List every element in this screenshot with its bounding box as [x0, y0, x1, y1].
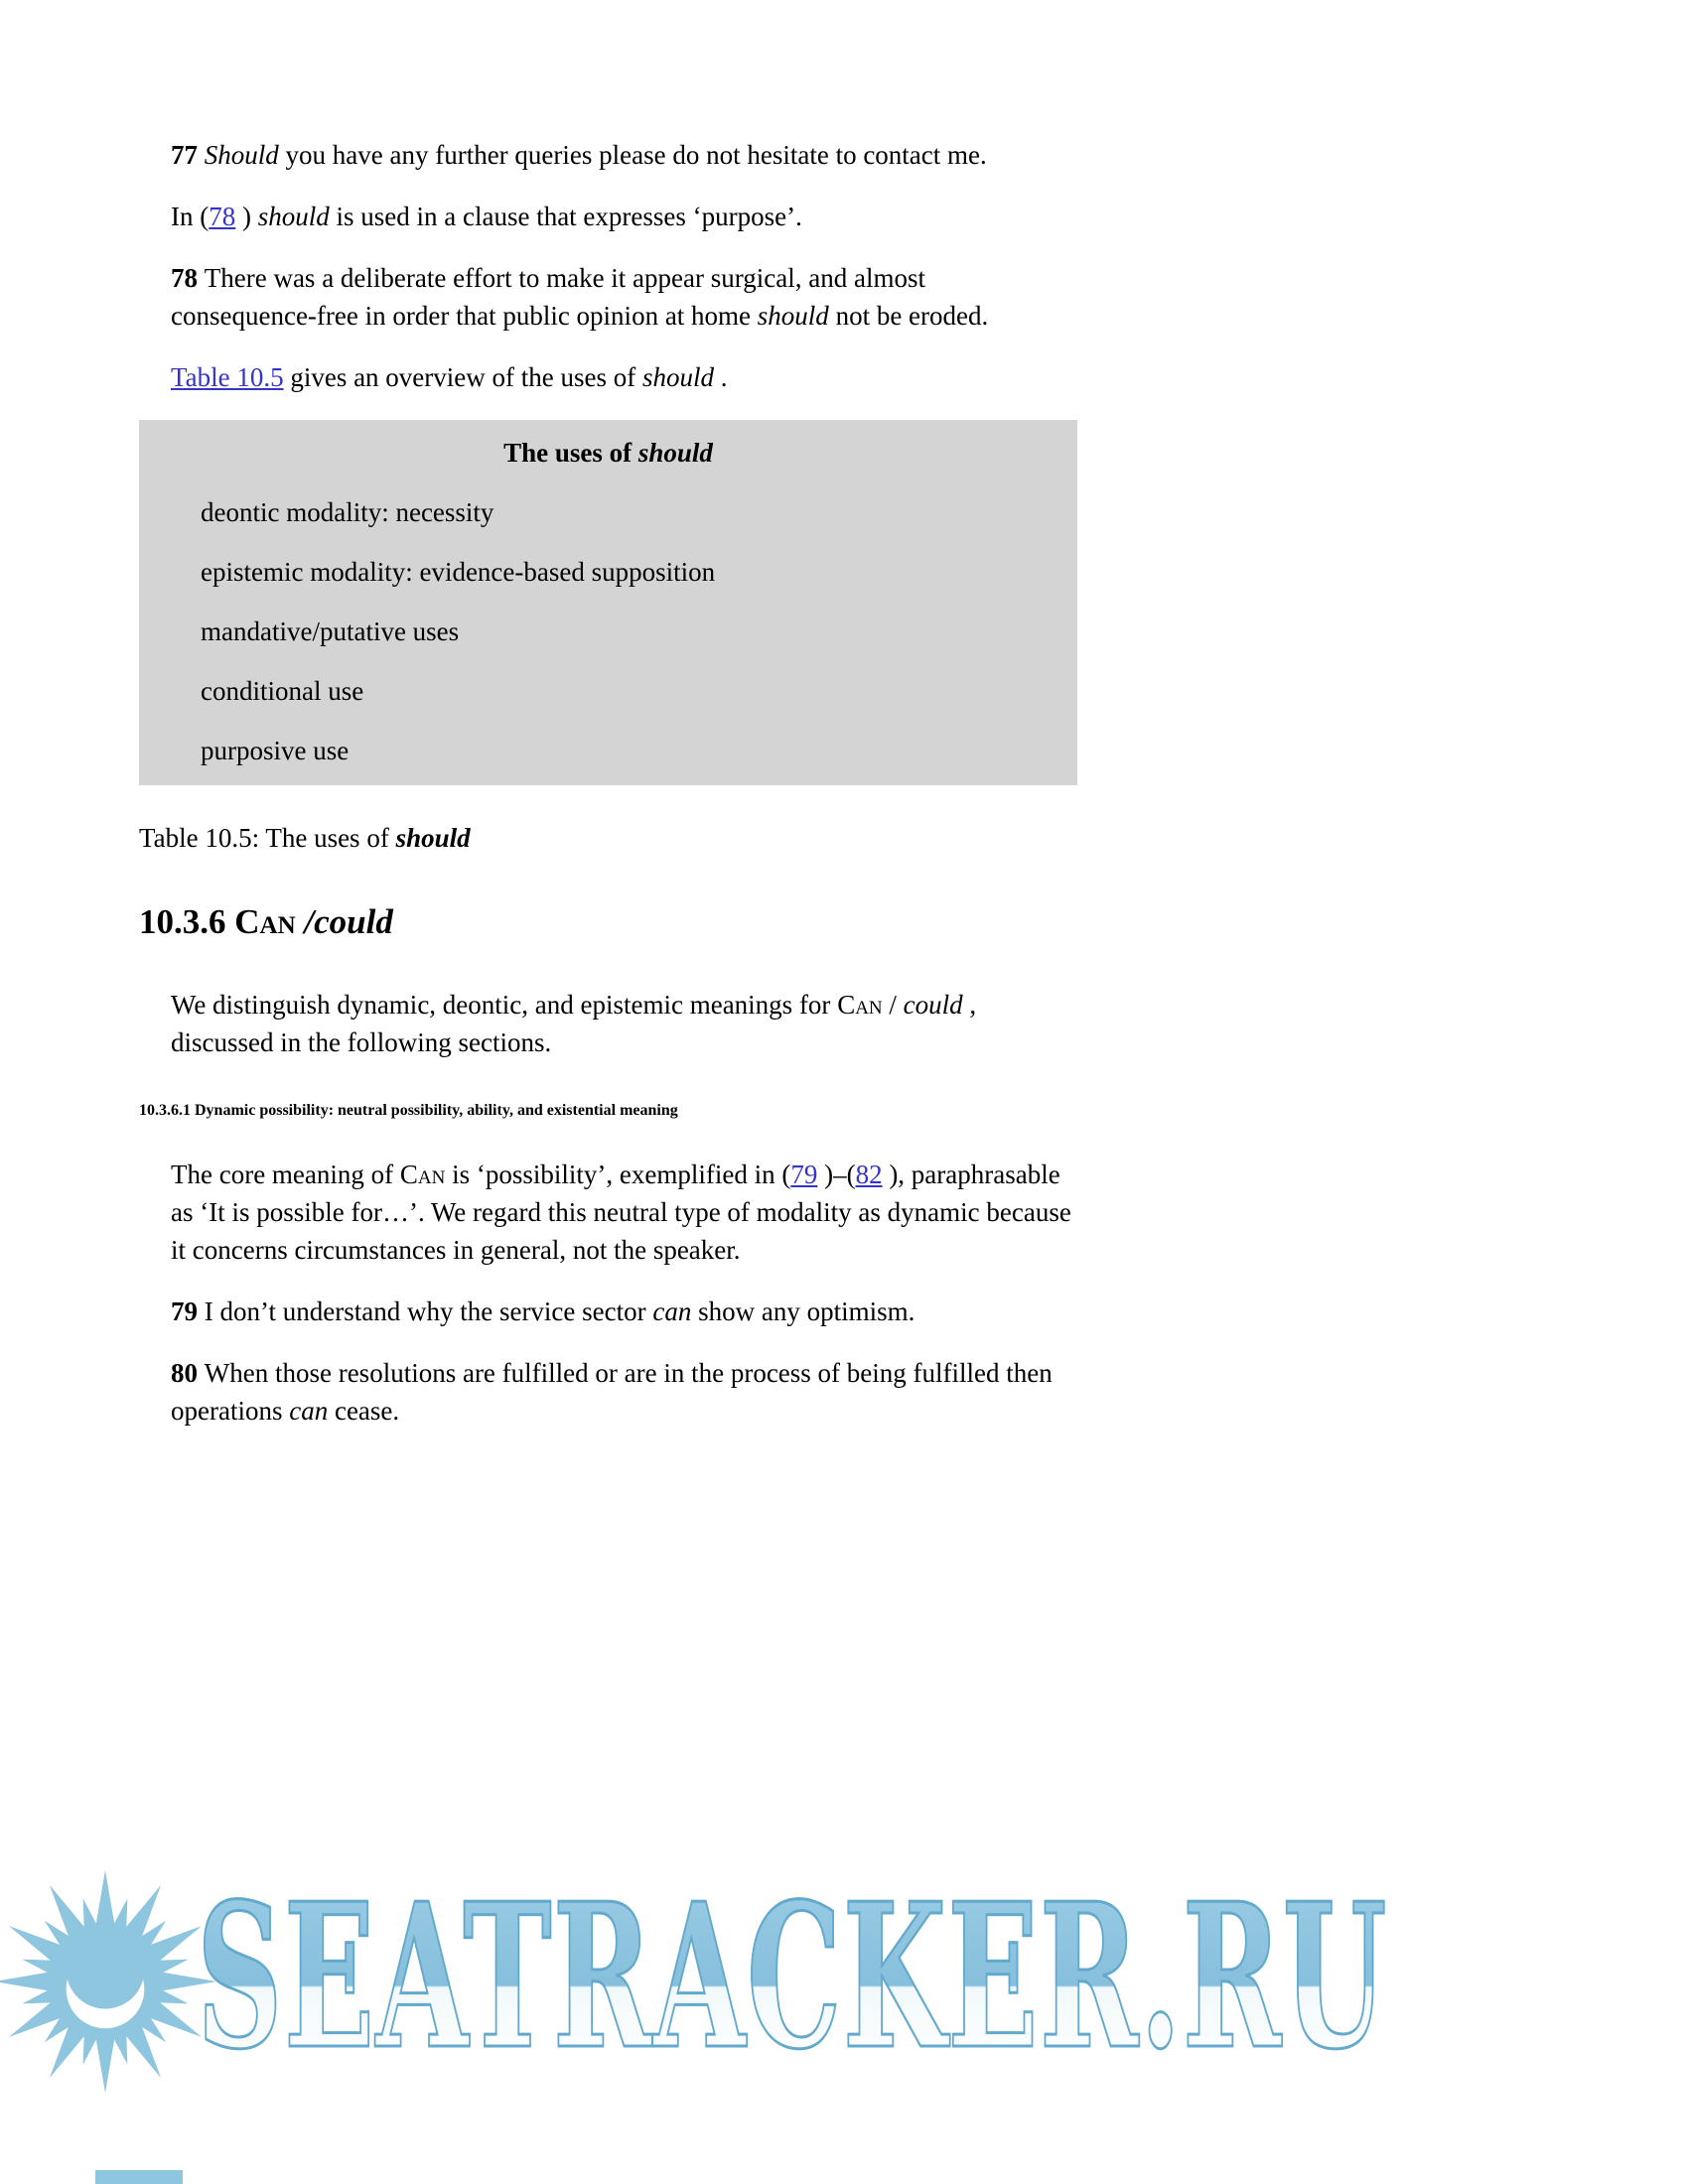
text-run: )–(: [817, 1160, 856, 1190]
section-number: 10.3.6: [139, 902, 235, 941]
page-content: [139, 136, 1077, 1453]
section-smallcaps: Can: [234, 902, 296, 941]
watermark-bottom-mark: [95, 2170, 183, 2184]
section-verb-italic: /could: [295, 902, 393, 941]
example-77: [171, 136, 1077, 174]
modal-verb-italic: should: [257, 202, 330, 231]
text-run: is used in a clause that expresses ‘purpose’.: [329, 202, 802, 231]
text-run: ): [235, 202, 258, 231]
smallcaps-can: Can: [399, 1160, 446, 1190]
text-run: I don’t understand why the service sector: [204, 1297, 653, 1327]
example-number: 80: [171, 1358, 205, 1389]
watermark-text: SEATRACKER.RU: [197, 1860, 1388, 2094]
table-title: [139, 434, 1077, 472]
text-run: cease.: [328, 1396, 400, 1427]
table-title-text: The uses of: [503, 438, 638, 468]
example-number: 79: [171, 1297, 205, 1327]
example-78: [171, 259, 1077, 335]
text-run: gives an overview of the uses of: [283, 362, 642, 392]
text-run: The core meaning of: [171, 1160, 400, 1190]
caption-text: Table 10.5: The uses of: [139, 823, 396, 853]
table-row: deontic modality: necessity: [201, 497, 494, 527]
paragraph-meanings: [171, 986, 1077, 1061]
modal-verb-italic: can: [289, 1396, 329, 1427]
text-run: There was a deliberate effort to make it appear surgical, and almost consequence-free in order that public opinion at home: [171, 263, 925, 331]
text-run: In (: [171, 202, 210, 231]
table-row: epistemic modality: evidence-based supposition: [201, 557, 716, 587]
text-run: .: [714, 362, 728, 392]
table-row: conditional use: [201, 676, 364, 706]
text-run: is ‘possibility’, exemplified in (: [445, 1160, 791, 1190]
modal-verb-italic: can: [652, 1297, 692, 1327]
smallcaps-can: Can: [837, 990, 883, 1021]
example-79: [171, 1293, 1077, 1330]
text-run: , discussed in the following sections.: [171, 990, 977, 1058]
example-number: 78: [171, 263, 205, 293]
text-run: /: [882, 990, 904, 1021]
text-run: When those resolutions are fulfilled or are in the process of being fulfilled then operations: [171, 1358, 1053, 1427]
caption-verb: should: [395, 823, 471, 853]
table-title-verb: should: [637, 438, 713, 468]
section-heading-10-3-6: [139, 902, 1077, 942]
example-number: 77: [171, 140, 205, 170]
modal-verb-italic: should: [641, 362, 714, 392]
sun-disc-inner: [67, 1931, 145, 2009]
link-example-82[interactable]: 82: [855, 1160, 883, 1190]
paragraph-table-intro: [171, 358, 1077, 396]
text-run: We distinguish dynamic, deontic, and epistemic meanings for: [171, 990, 838, 1021]
link-table-10-5[interactable]: Table 10.5: [171, 362, 284, 392]
modal-verb-italic: should: [757, 301, 829, 331]
text-run: you have any further queries please do not hesitate to contact me.: [278, 140, 987, 170]
subsection-heading-10-3-6-1: 10.3.6.1 Dynamic possibility: neutral possibility, ability, and existential meaning: [139, 1102, 678, 1120]
modal-verb-italic: Should: [204, 140, 279, 170]
paragraph-core-meaning: [171, 1156, 1077, 1269]
text-run: show any optimism.: [691, 1297, 915, 1327]
link-example-79[interactable]: 79: [790, 1160, 818, 1190]
example-80: [171, 1354, 1077, 1430]
table-row: mandative/putative uses: [201, 616, 460, 646]
link-example-78[interactable]: 78: [209, 202, 236, 231]
table-10-5-box: [139, 420, 1077, 785]
sun-icon: [0, 1864, 222, 2099]
table-row: purposive use: [201, 736, 350, 765]
text-run: not be eroded.: [828, 301, 989, 331]
paragraph-78-intro: [171, 198, 1077, 235]
modal-verb-italic: could: [903, 990, 963, 1021]
text-run: ), paraphrasable as ‘It is possible for…’. We regard this neutral type of modality as dynamic because it concerns circumstances in general, not the speaker.: [171, 1160, 1071, 1266]
table-caption: [139, 819, 1077, 857]
